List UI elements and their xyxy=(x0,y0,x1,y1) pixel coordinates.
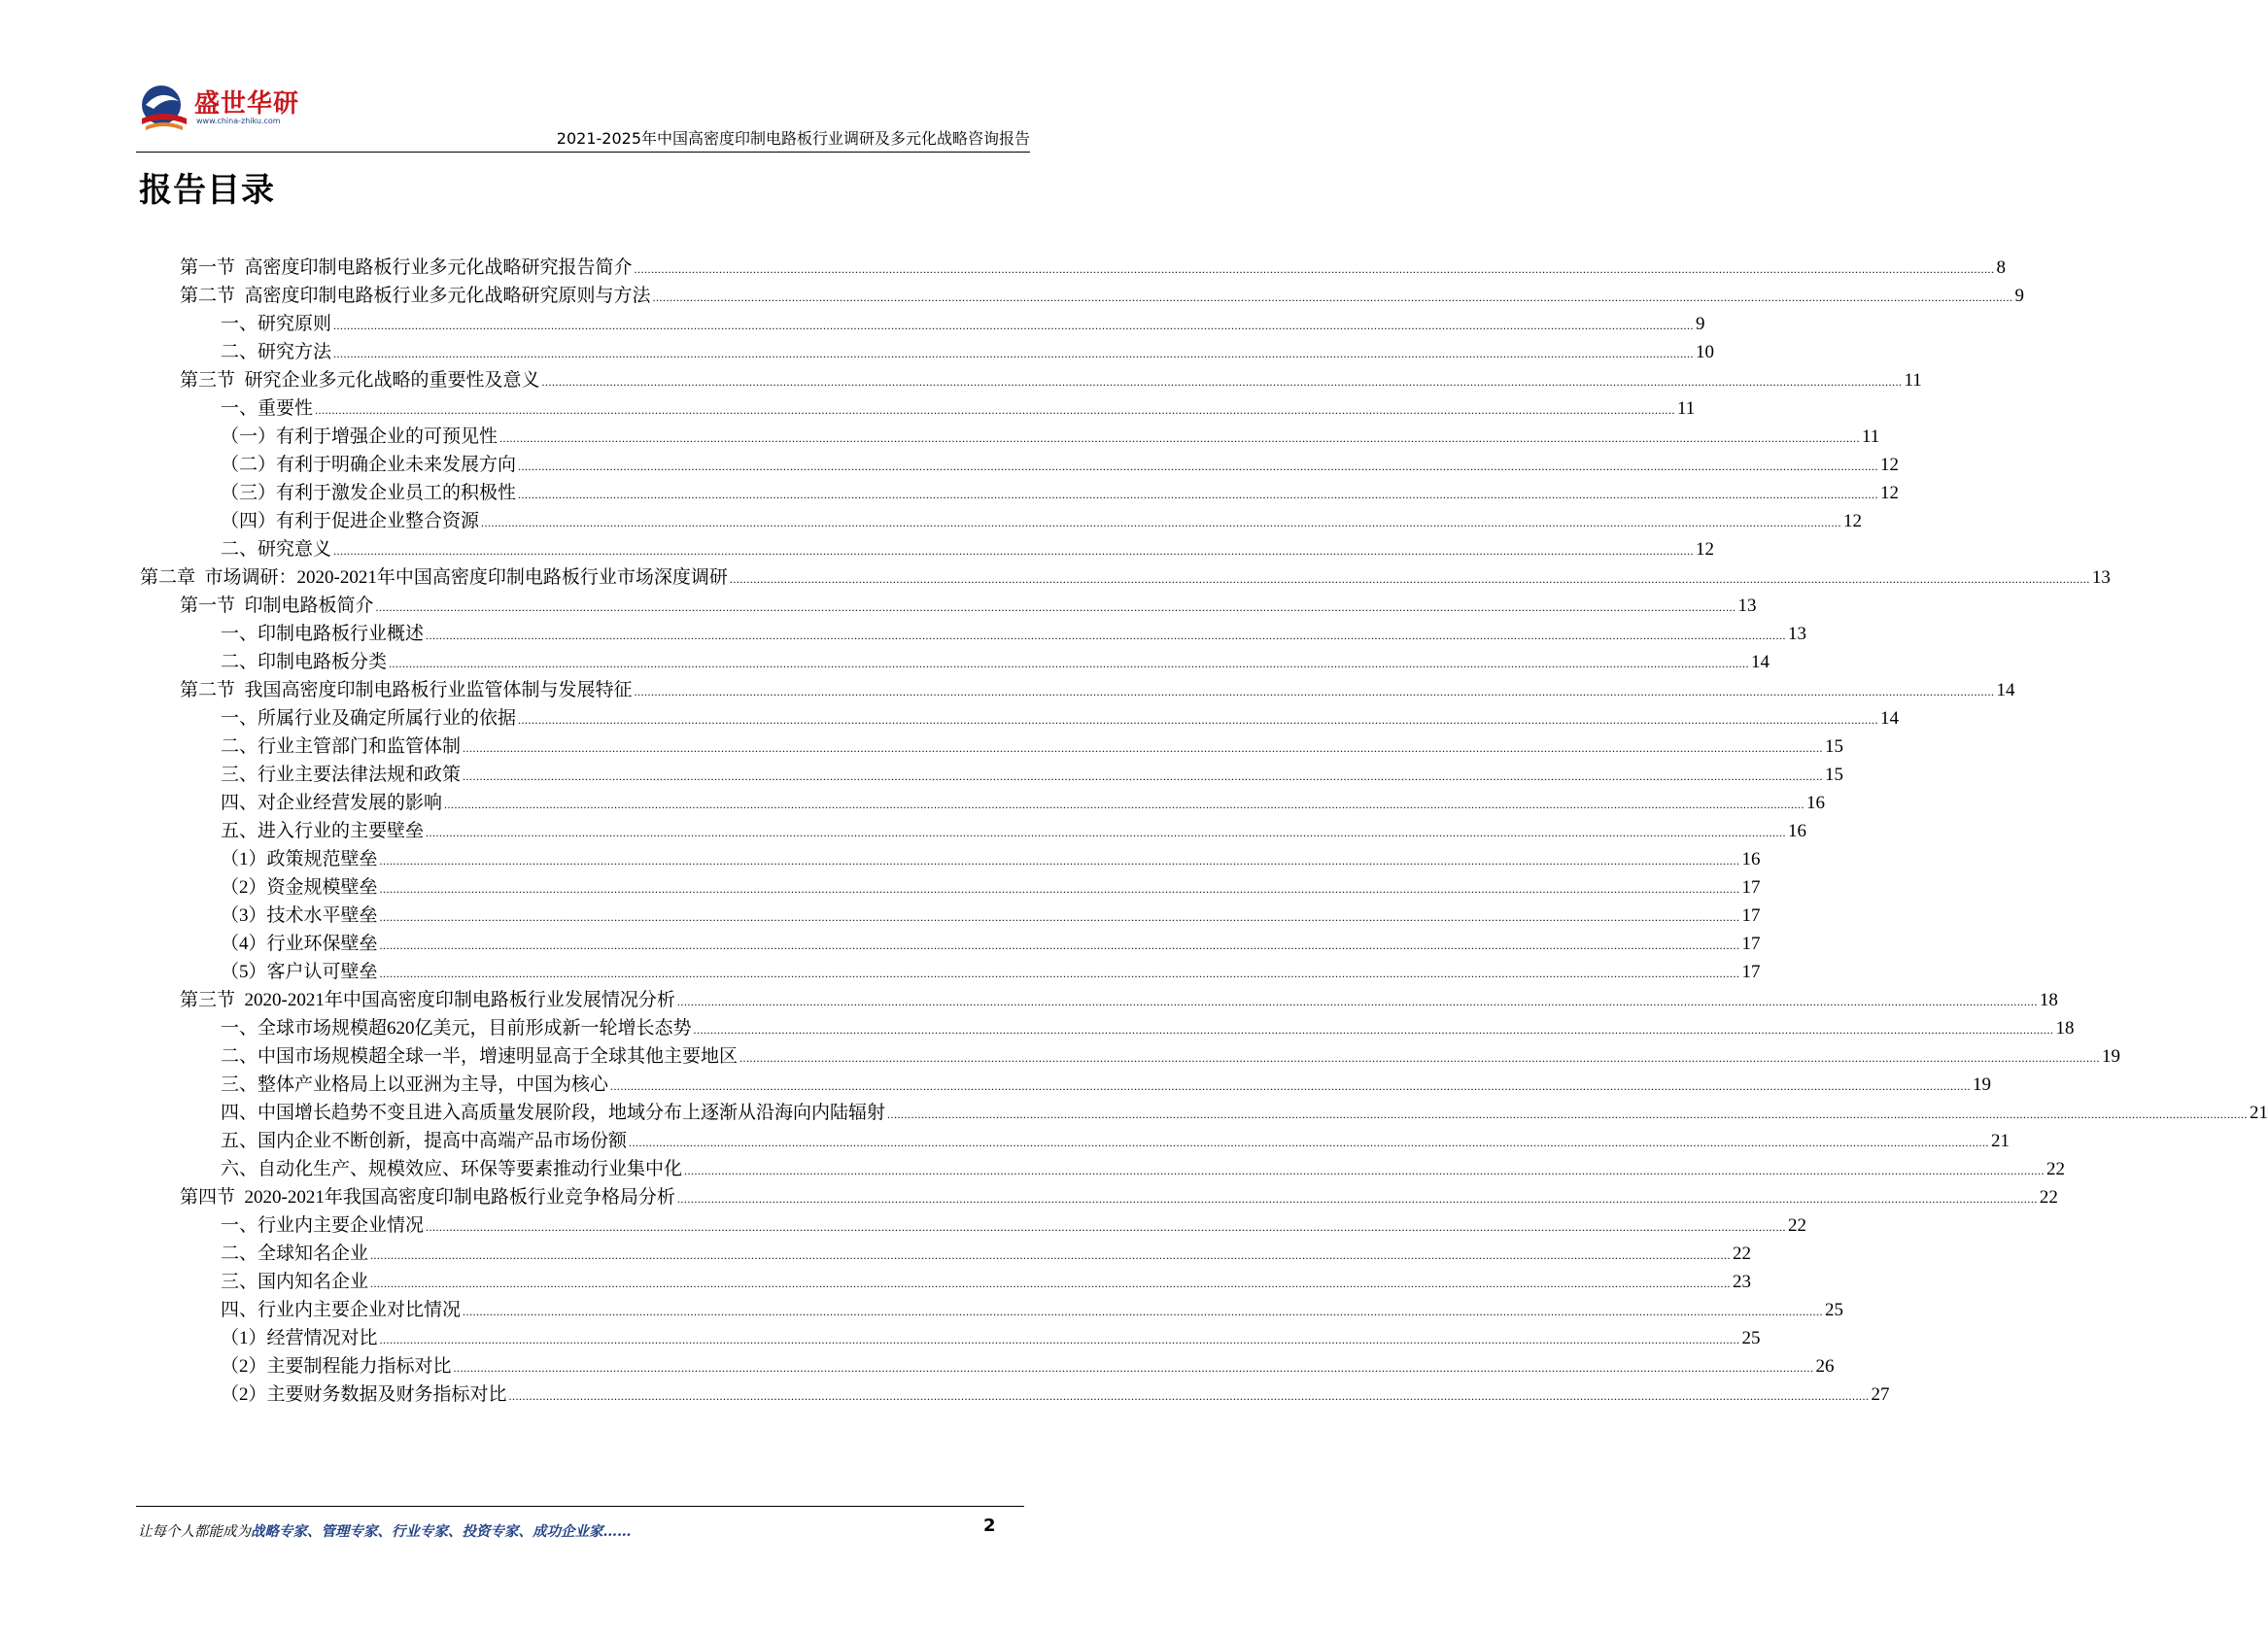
toc-entry-page: 13 xyxy=(1737,596,1757,616)
toc-entry[interactable] xyxy=(221,903,1761,930)
toc-entry-page: 17 xyxy=(1741,962,1761,982)
toc-leader-dots: ................................................................................................................................................................................................................................................................................................................................................................................................................ xyxy=(693,1023,2054,1037)
header-divider xyxy=(136,152,1030,153)
toc-entry-page: 12 xyxy=(1880,483,1900,503)
toc-entry[interactable] xyxy=(221,395,1696,423)
toc-entry-page: 11 xyxy=(1862,426,1880,447)
toc-entry-page: 22 xyxy=(2039,1187,2058,1208)
toc-entry-label: 一、所属行业及确定所属行业的依据 xyxy=(221,708,517,729)
toc-entry-page: 22 xyxy=(1733,1244,1752,1264)
toc-leader-dots: ................................................................................................................................................................................................................................................................................................................................................................................................................ xyxy=(315,403,1676,417)
toc-leader-dots: ................................................................................................................................................................................................................................................................................................................................................................................................................ xyxy=(463,769,1824,783)
toc-entry[interactable] xyxy=(221,339,1715,366)
toc-entry[interactable] xyxy=(221,818,1807,845)
toc-entry-page: 27 xyxy=(1871,1384,1890,1405)
toc-entry-page: 13 xyxy=(1788,624,1807,644)
toc-entry-page: 19 xyxy=(1973,1074,1992,1095)
toc-entry-page: 12 xyxy=(1880,455,1900,475)
toc-entry-page: 25 xyxy=(1741,1328,1761,1348)
toc-entry-label: 第二节 我国高密度印制电路板行业监管体制与发展特征 xyxy=(180,680,633,700)
toc-entry-label: （一）有利于增强企业的可预见性 xyxy=(221,426,498,447)
toc-entry-page: 19 xyxy=(2102,1046,2121,1067)
toc-entry-page: 21 xyxy=(1991,1131,2010,1151)
toc-entry-label: 四、中国增长趋势不变且进入高质量发展阶段，地域分布上逐渐从沿海向内陆辐射 xyxy=(221,1103,886,1123)
toc-entry-label: 第二节 高密度印制电路板行业多元化战略研究原则与方法 xyxy=(180,286,651,306)
toc-entry-page: 11 xyxy=(1904,370,1922,391)
toc-leader-dots: ................................................................................................................................................................................................................................................................................................................................................................................................................ xyxy=(333,347,1695,360)
footer-divider xyxy=(136,1506,1024,1507)
toc-entry[interactable] xyxy=(180,1184,2058,1211)
footer-slogan-highlight: 战略专家、管理专家、行业专家、投资专家、成功企业家…… xyxy=(251,1523,632,1540)
toc-leader-dots: ................................................................................................................................................................................................................................................................................................................................................................................................................ xyxy=(333,319,1695,332)
toc-entry-label: 三、整体产业格局上以亚洲为主导，中国为核心 xyxy=(221,1074,609,1095)
toc-entry-label: 二、中国市场规模超全球一半，增速明显高于全球其他主要地区 xyxy=(221,1046,739,1067)
toc-entry-page: 16 xyxy=(1806,793,1826,813)
toc-entry[interactable] xyxy=(221,1043,2121,1071)
toc-leader-dots: ................................................................................................................................................................................................................................................................................................................................................................................................................ xyxy=(379,1333,1740,1346)
toc-leader-dots: ................................................................................................................................................................................................................................................................................................................................................................................................................ xyxy=(499,431,1861,445)
toc-entry-page: 10 xyxy=(1696,342,1715,362)
company-logo xyxy=(136,78,311,142)
toc-leader-dots: ................................................................................................................................................................................................................................................................................................................................................................................................................ xyxy=(518,488,1879,501)
toc-entry-page: 22 xyxy=(1788,1215,1807,1236)
toc-entry-label: 一、印制电路板行业概述 xyxy=(221,624,425,644)
toc-leader-dots: ................................................................................................................................................................................................................................................................................................................................................................................................................ xyxy=(634,262,1995,276)
toc-entry-label: 一、研究原则 xyxy=(221,314,332,334)
toc-entry[interactable] xyxy=(221,1269,1752,1296)
toc-leader-dots: ................................................................................................................................................................................................................................................................................................................................................................................................................ xyxy=(676,995,2038,1008)
toc-leader-dots: ................................................................................................................................................................................................................................................................................................................................................................................................................ xyxy=(379,854,1740,868)
toc-entry-page: 17 xyxy=(1741,905,1761,926)
toc-entry[interactable] xyxy=(180,593,1757,620)
toc-entry[interactable] xyxy=(221,1297,1844,1324)
toc-entry[interactable] xyxy=(221,790,1826,817)
toc-entry-label: 第三节 2020-2021年中国高密度印制电路板行业发展情况分析 xyxy=(180,990,675,1010)
toc-entry-page: 25 xyxy=(1825,1300,1844,1320)
toc-entry[interactable] xyxy=(221,1100,2268,1127)
toc-entry-label: 第四节 2020-2021年我国高密度印制电路板行业竞争格局分析 xyxy=(180,1187,675,1208)
toc-entry-label: （2）资金规模壁垒 xyxy=(221,877,378,898)
toc-leader-dots: ................................................................................................................................................................................................................................................................................................................................................................................................................ xyxy=(389,657,1750,670)
toc-entry-page: 15 xyxy=(1825,736,1844,757)
toc-entry-page: 12 xyxy=(1696,539,1715,560)
toc-leader-dots: ................................................................................................................................................................................................................................................................................................................................................................................................................ xyxy=(518,713,1879,727)
toc-leader-dots: ................................................................................................................................................................................................................................................................................................................................................................................................................ xyxy=(610,1079,1972,1093)
toc-entry-label: 二、全球知名企业 xyxy=(221,1244,369,1264)
toc-leader-dots: ................................................................................................................................................................................................................................................................................................................................................................................................................ xyxy=(634,685,1995,699)
toc-entry-label: （三）有利于激发企业员工的积极性 xyxy=(221,483,517,503)
toc-entry-label: 四、对企业经营发展的影响 xyxy=(221,793,443,813)
toc-entry[interactable] xyxy=(221,959,1761,986)
footer-slogan xyxy=(138,1520,632,1541)
toc-entry[interactable] xyxy=(221,508,1863,535)
toc-entry[interactable] xyxy=(221,1381,1890,1409)
footer-slogan-lead: 让每个人都能成为 xyxy=(138,1524,251,1540)
toc-entry-label: （四）有利于促进企业整合资源 xyxy=(221,511,480,531)
toc-entry-page: 11 xyxy=(1677,398,1696,419)
toc-leader-dots: ................................................................................................................................................................................................................................................................................................................................................................................................................ xyxy=(379,910,1740,924)
toc-leader-dots: ................................................................................................................................................................................................................................................................................................................................................................................................................ xyxy=(426,1220,1787,1234)
toc-leader-dots: ................................................................................................................................................................................................................................................................................................................................................................................................................ xyxy=(453,1361,1814,1375)
toc-entry[interactable] xyxy=(221,705,1900,733)
toc-entry-label: （5）客户认可壁垒 xyxy=(221,962,378,982)
toc-entry-label: 第二章 市场调研：2020-2021年中国高密度印制电路板行业市场深度调研 xyxy=(140,567,728,588)
toc-entry-label: 一、全球市场规模超620亿美元，目前形成新一轮增长态势 xyxy=(221,1018,692,1039)
toc-leader-dots: ................................................................................................................................................................................................................................................................................................................................................................................................................ xyxy=(444,798,1805,811)
document-title: 2021-2025年中国高密度印制电路板行业调研及多元化战略咨询报告 xyxy=(556,129,1030,148)
toc-entry-label: 五、进入行业的主要壁垒 xyxy=(221,821,425,841)
toc-entry[interactable] xyxy=(221,1156,2066,1183)
toc-leader-dots: ................................................................................................................................................................................................................................................................................................................................................................................................................ xyxy=(729,572,2090,586)
toc-entry-page: 21 xyxy=(2250,1103,2268,1123)
toc-entry[interactable] xyxy=(221,424,1880,451)
toc-entry-label: 二、行业主管部门和监管体制 xyxy=(221,736,462,757)
toc-entry-label: （3）技术水平壁垒 xyxy=(221,905,378,926)
toc-entry[interactable] xyxy=(221,1353,1835,1380)
toc-leader-dots: ................................................................................................................................................................................................................................................................................................................................................................................................................ xyxy=(518,460,1879,473)
toc-leader-dots: ................................................................................................................................................................................................................................................................................................................................................................................................................ xyxy=(379,967,1740,980)
page-header xyxy=(136,78,1030,152)
toc-leader-dots: ................................................................................................................................................................................................................................................................................................................................................................................................................ xyxy=(652,290,2013,304)
toc-entry[interactable] xyxy=(221,931,1761,958)
toc-entry-label: 第一节 印制电路板简介 xyxy=(180,596,374,616)
toc-leader-dots: ................................................................................................................................................................................................................................................................................................................................................................................................................ xyxy=(463,1305,1824,1318)
toc-entry-page: 23 xyxy=(1733,1272,1752,1292)
toc-entry[interactable] xyxy=(180,677,2015,704)
toc-entry[interactable] xyxy=(221,480,1900,507)
page-title: 报告目录 xyxy=(139,171,275,210)
toc-entry-page: 18 xyxy=(2055,1018,2075,1039)
toc-entry-page: 26 xyxy=(1815,1356,1835,1377)
toc-leader-dots: ................................................................................................................................................................................................................................................................................................................................................................................................................ xyxy=(684,1164,2045,1177)
toc-entry[interactable] xyxy=(180,367,1922,394)
toc-entry-label: 第一节 高密度印制电路板行业多元化战略研究报告简介 xyxy=(180,257,633,278)
toc-entry[interactable] xyxy=(221,1241,1752,1268)
toc-entry-page: 16 xyxy=(1741,849,1761,869)
toc-entry-page: 14 xyxy=(1996,680,2015,700)
toc-leader-dots: ................................................................................................................................................................................................................................................................................................................................................................................................................ xyxy=(426,629,1787,642)
toc-entry[interactable] xyxy=(221,649,1770,676)
toc-entry-label: （二）有利于明确企业未来发展方向 xyxy=(221,455,517,475)
toc-entry-page: 13 xyxy=(2091,567,2111,588)
toc-entry[interactable] xyxy=(140,564,2111,592)
toc-leader-dots: ................................................................................................................................................................................................................................................................................................................................................................................................................ xyxy=(676,1192,2038,1206)
page-number: 2 xyxy=(983,1516,996,1536)
toc-entry-page: 9 xyxy=(1696,314,1705,334)
toc-entry[interactable] xyxy=(221,762,1844,789)
toc-leader-dots: ................................................................................................................................................................................................................................................................................................................................................................................................................ xyxy=(370,1277,1732,1290)
toc-entry[interactable] xyxy=(221,1072,1992,1099)
toc-entry[interactable] xyxy=(221,874,1761,902)
toc-entry-label: 三、行业主要法律法规和政策 xyxy=(221,765,462,785)
logo-brand-name: 盛世华研 xyxy=(194,89,300,119)
toc-leader-dots: ................................................................................................................................................................................................................................................................................................................................................................................................................ xyxy=(481,516,1842,529)
toc-leader-dots: ................................................................................................................................................................................................................................................................................................................................................................................................................ xyxy=(370,1248,1732,1262)
toc-entry-page: 17 xyxy=(1741,934,1761,954)
toc-entry[interactable] xyxy=(180,987,2058,1014)
toc-entry-label: （2）主要财务数据及财务指标对比 xyxy=(221,1384,507,1405)
toc-entry-page: 8 xyxy=(1996,257,2007,278)
toc-entry-label: 一、重要性 xyxy=(221,398,314,419)
toc-entry-label: 一、行业内主要企业情况 xyxy=(221,1215,425,1236)
toc-entry-page: 9 xyxy=(2014,286,2025,306)
toc-leader-dots: ................................................................................................................................................................................................................................................................................................................................................................................................................ xyxy=(379,938,1740,952)
toc-entry-page: 18 xyxy=(2039,990,2058,1010)
toc-entry-page: 22 xyxy=(2046,1159,2066,1179)
toc-entry[interactable] xyxy=(221,536,1715,563)
logo-emblem-icon xyxy=(136,80,194,138)
toc-entry[interactable] xyxy=(180,255,2007,282)
toc-entry[interactable] xyxy=(221,733,1844,761)
toc-leader-dots: ................................................................................................................................................................................................................................................................................................................................................................................................................ xyxy=(379,882,1740,896)
toc-entry-label: 二、研究方法 xyxy=(221,342,332,362)
toc-leader-dots: ................................................................................................................................................................................................................................................................................................................................................................................................................ xyxy=(541,375,1903,389)
toc-entry-page: 14 xyxy=(1880,708,1900,729)
toc-entry-page: 15 xyxy=(1825,765,1844,785)
toc-entry-label: （2）主要制程能力指标对比 xyxy=(221,1356,452,1377)
toc-entry-label: 二、研究意义 xyxy=(221,539,332,560)
toc-entry-label: 第三节 研究企业多元化战略的重要性及意义 xyxy=(180,370,540,391)
toc-leader-dots: ................................................................................................................................................................................................................................................................................................................................................................................................................ xyxy=(426,826,1787,839)
toc-entry-label: （1）经营情况对比 xyxy=(221,1328,378,1348)
toc-entry[interactable] xyxy=(221,1128,2010,1155)
toc-entry[interactable] xyxy=(221,1015,2075,1042)
toc-leader-dots: ................................................................................................................................................................................................................................................................................................................................................................................................................ xyxy=(887,1108,2249,1121)
toc-entry[interactable] xyxy=(180,283,2025,310)
toc-leader-dots: ................................................................................................................................................................................................................................................................................................................................................................................................................ xyxy=(333,544,1695,558)
toc-entry[interactable] xyxy=(221,621,1807,648)
toc-entry[interactable] xyxy=(221,452,1900,479)
toc-leader-dots: ................................................................................................................................................................................................................................................................................................................................................................................................................ xyxy=(375,600,1736,614)
logo-url: www.china-zhiku.com xyxy=(196,117,281,125)
toc-entry-label: （1）政策规范壁垒 xyxy=(221,849,378,869)
toc-entry-page: 14 xyxy=(1751,652,1770,672)
toc-entry-page: 12 xyxy=(1843,511,1863,531)
toc-entry-page: 17 xyxy=(1741,877,1761,898)
toc-leader-dots: ................................................................................................................................................................................................................................................................................................................................................................................................................ xyxy=(629,1136,1990,1149)
toc-leader-dots: ................................................................................................................................................................................................................................................................................................................................................................................................................ xyxy=(463,741,1824,755)
toc-leader-dots: ................................................................................................................................................................................................................................................................................................................................................................................................................ xyxy=(508,1389,1870,1403)
toc-leader-dots: ................................................................................................................................................................................................................................................................................................................................................................................................................ xyxy=(739,1051,2101,1065)
toc-entry-label: 四、行业内主要企业对比情况 xyxy=(221,1300,462,1320)
toc-entry[interactable] xyxy=(221,311,1705,338)
toc-entry-label: 三、国内知名企业 xyxy=(221,1272,369,1292)
toc-entry-label: 二、印制电路板分类 xyxy=(221,652,388,672)
toc-entry-label: （4）行业环保壁垒 xyxy=(221,934,378,954)
toc-entry[interactable] xyxy=(221,1212,1807,1240)
toc-entry-label: 六、自动化生产、规模效应、环保等要素推动行业集中化 xyxy=(221,1159,683,1179)
toc-entry-page: 16 xyxy=(1788,821,1807,841)
toc-entry[interactable] xyxy=(221,1325,1761,1352)
toc-entry[interactable] xyxy=(221,846,1761,873)
toc-entry-label: 五、国内企业不断创新，提高中高端产品市场份额 xyxy=(221,1131,628,1151)
